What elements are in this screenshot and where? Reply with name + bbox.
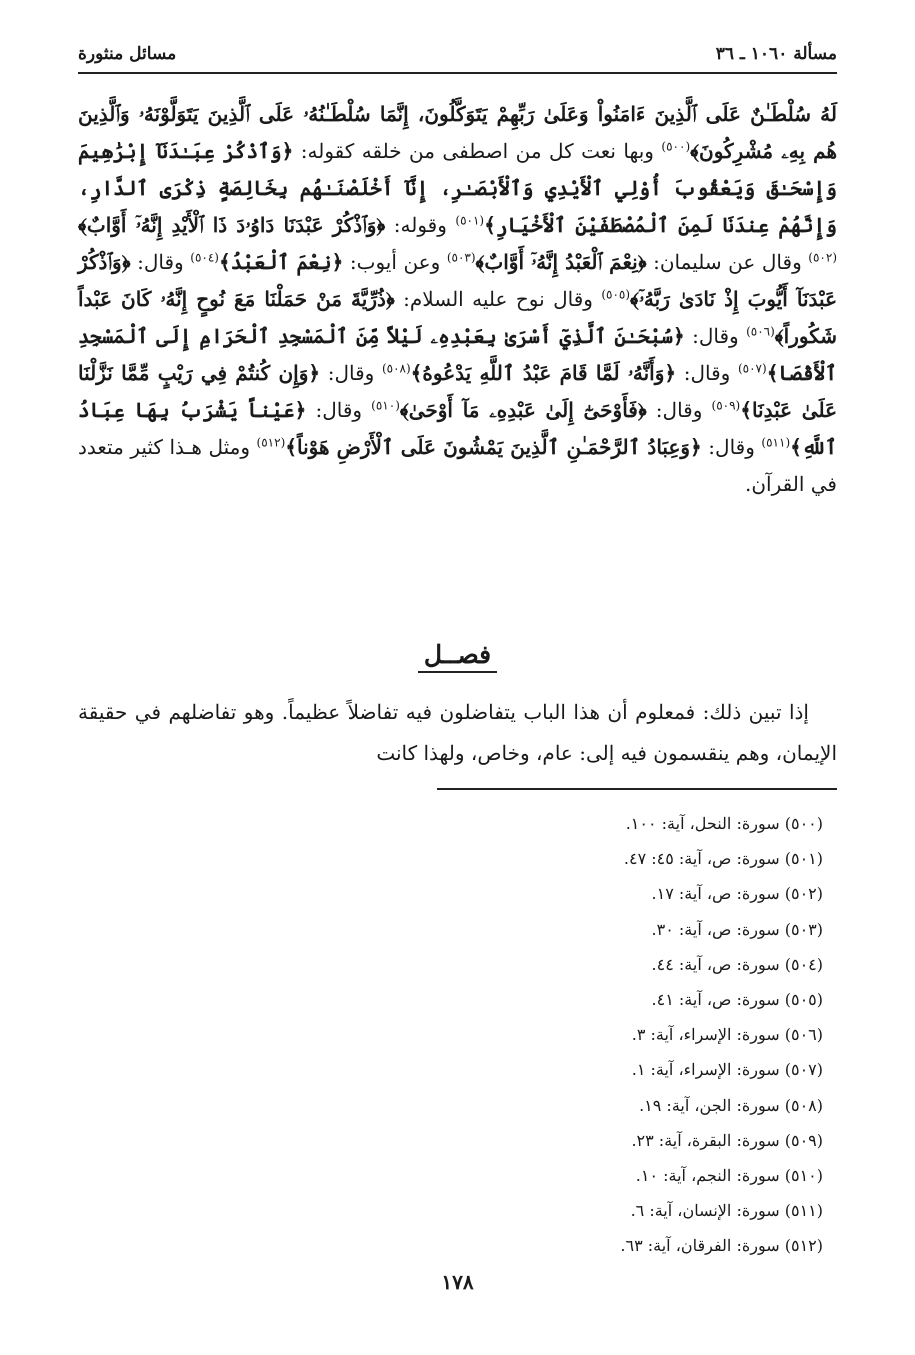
footnote-ref: (٥١١) <box>761 435 791 450</box>
quran-quote: ﴿عَيْناً يَشْرَبُ بِهَا عِبَادُ ٱللَّهِ﴾ <box>78 398 838 459</box>
footnote-ref: (٥٠٨) <box>381 361 411 376</box>
footnote-ref: (٥٠٦) <box>746 324 775 339</box>
footnote-ref: (٥٠٩) <box>711 398 741 413</box>
footnote-ref: (٥٠٠) <box>661 139 691 154</box>
quran-quote: ﴿ذُرِّيَّةَ مَنْ حَمَلْنَا مَعَ نُوحٍ إِنَّهُۥ كَانَ عَبْداً شَكُوراً﴾ <box>78 287 837 348</box>
body-text-run: وقال: <box>701 435 762 459</box>
footnote-ref: (٥٠١) <box>455 213 485 228</box>
footnote-item: (٥٠٣) سورة: ص، آية: ٣٠. <box>651 919 823 939</box>
body-text-run: وقال: <box>646 398 712 422</box>
page-number: ١٧٨ <box>441 1270 474 1294</box>
quran-quote: ﴿نِعْمَ ٱلْعَبْدُ إِنَّهُۥٓ أَوَّابٌ﴾ <box>475 250 647 274</box>
footnote-item: (٥١٠) سورة: النجم، آية: ١٠. <box>635 1165 823 1185</box>
quran-quote: ﴿نِعْمَ ٱلْعَبْدُ﴾ <box>218 250 344 274</box>
section-paragraph-text: إذا تبين ذلك: فمعلوم أن هذا الباب يتفاضلون فيه تفاضلاً عظيماً. وهو تفاضلهم في حقيقة الإيمان، وهم ينقسمون فيه إلى: عام، وخاص، ولهذا كانت <box>78 700 837 765</box>
quran-quote: ﴿وَٱذْكُرْ عَبْدَنَآ أَيُّوبَ إِذْ نَادَىٰ رَبَّهُۥٓ﴾ <box>78 250 837 311</box>
quran-quote: ﴿وَٱذْكُرْ عِبَـٰدَنَآ إِبْرَٰهِيمَ وَإِسْحَـٰقَ وَيَعْقُوبَ أُوْلِي ٱلْأَيْدِي وَٱلْأَبْصَـٰرِ، إِنَّآ أَخْلَصْنَـٰهُم بِخَالِصَةٍ ذِكْرَى ٱلدَّارِ، وَإِنَّهُمْ عِندَنَا لَمِنَ ٱلْمُصْطَفَيْنَ ٱلْأَخْيَارِ﴾ <box>78 139 837 237</box>
footnote-item: (٥٠٩) سورة: البقرة، آية: ٢٣. <box>631 1130 823 1150</box>
section-paragraph <box>78 692 837 774</box>
footnote-ref: (٥٠٥) <box>601 287 631 302</box>
footnote-ref: (٥١٢) <box>256 435 286 450</box>
main-paragraph <box>78 96 837 503</box>
footnote-item: (٥٠٥) سورة: ص، آية: ٤١. <box>651 989 823 1009</box>
quran-quote: ﴿فَأَوْحَىٰٓ إِلَىٰ عَبْدِهِۦ مَآ أَوْحَىٰ﴾ <box>399 398 647 422</box>
footnote-item: (٥٠٧) سورة: الإسراء، آية: ١. <box>631 1060 823 1080</box>
quran-quote: ﴿وَٱذْكُرْ عَبْدَنَا دَاوُۥدَ ذَا ٱلْأَيْدِ إِنَّهُۥٓ أَوَّابٌ﴾ <box>78 213 386 237</box>
footnote-ref: (٥٠٧) <box>737 361 767 376</box>
body-text-run: وقال: <box>676 361 738 385</box>
quran-quote: لَهُ سُلْطَـٰنٌ عَلَى ٱلَّذِينَ ءَامَنُواْ وَعَلَىٰ رَبِّهِمْ يَتَوَكَّلُونَ، إِنَّمَا سُلْطَـٰنُهُۥ عَلَى ٱلَّذِينَ يَتَوَلَّوْنَهُۥ وَٱلَّذِينَ هُم بِهِۦ مُشْرِكُونَ﴾ <box>78 102 837 163</box>
body-text-run: وقال: <box>684 324 747 348</box>
quran-quote: ﴿وَأَنَّهُۥ لَمَّا قَامَ عَبْدُ ٱللَّهِ يَدْعُوهُ﴾ <box>410 361 677 385</box>
footnote-item: (٥٠٠) سورة: النحل، آية: ١٠٠. <box>625 814 823 833</box>
footnote-item: (٥١٢) سورة: الفرقان، آية: ٦٣. <box>620 1236 823 1256</box>
footnote-item: (٥٠٢) سورة: ص، آية: ١٧. <box>651 884 823 904</box>
footnote-item: (٥٠٨) سورة: الجن، آية: ١٩. <box>639 1095 823 1115</box>
header-section-title: مسألة ١٠٦٠ ـ ٣٦ <box>715 44 837 64</box>
footnote-ref: (٥١٠) <box>371 398 400 413</box>
body-text-run: وقال عن سليمان: <box>646 250 809 274</box>
body-text-run: وقال: <box>130 250 191 274</box>
body-text-run: ومثل هـذا كثير متعدد في القرآن. <box>78 435 837 496</box>
section-heading <box>0 640 915 673</box>
body-text-run: وقوله: <box>385 213 456 237</box>
quran-quote: ﴿وَإِن كُنتُمْ فِي رَيْبٍ مِّمَّا نَزَّلْنَا عَلَىٰ عَبْدِنَا﴾ <box>78 361 837 422</box>
footnote-ref: (٥٠٢) <box>808 250 838 265</box>
footnote-item: (٥٠٤) سورة: ص، آية: ٤٤. <box>651 954 823 974</box>
body-text-run: وعن أيوب: <box>343 250 447 274</box>
section-heading-text: فصــل <box>418 640 497 673</box>
quran-quote: ﴿وَعِبَادُ ٱلرَّحْمَـٰنِ ٱلَّذِينَ يَمْشُونَ عَلَى ٱلْأَرْضِ هَوْناً﴾ <box>285 435 702 459</box>
footnote-ref: (٥٠٣) <box>446 250 476 265</box>
footnotes-list <box>303 806 823 1263</box>
body-text-run: وقال: <box>306 398 372 422</box>
running-header <box>78 38 837 74</box>
body-text-run: وبها نعت كل من اصطفى من خلقه كقوله: <box>293 139 662 163</box>
quran-quote: ﴿سُبْحَـٰنَ ٱلَّذِيٓ أَسْرَىٰ بِعَبْدِهِۦ لَيْلاً مِّنَ ٱلْمَسْجِدِ ٱلْحَرَامِ إِلَى ٱلْمَسْجِدِ ٱلْأَقْصَا﴾ <box>78 324 837 385</box>
footnote-separator <box>437 788 837 790</box>
footnote-item: (٥٠٦) سورة: الإسراء، آية: ٣. <box>631 1025 823 1045</box>
body-text-run: وقال نوح عليه السلام: <box>394 287 602 311</box>
header-book-title: مسائل منثورة <box>78 44 177 64</box>
footnote-item: (٥١١) سورة: الإنسان، آية: ٦. <box>630 1201 823 1221</box>
body-text-run: وقال: <box>320 361 382 385</box>
footnote-ref: (٥٠٤) <box>190 250 219 265</box>
footnote-item: (٥٠١) سورة: ص، آية: ٤٥: ٤٧. <box>623 849 823 869</box>
